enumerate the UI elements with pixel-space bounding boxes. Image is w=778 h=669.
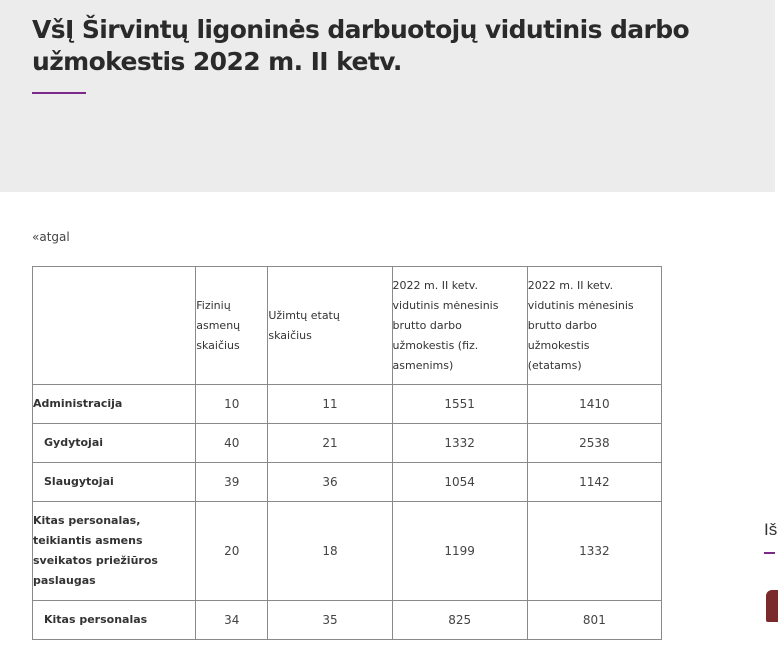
sidebar-image[interactable] [766, 590, 778, 622]
header-cell-salary-persons: 2022 m. II ketv. vidutinis mėnesinis brutto darbo užmokestis (fiz. asmenims) [392, 267, 527, 385]
persons-cell: 10 [196, 385, 268, 424]
row-label: Kitas personalas, teikiantis asmens sveikatos priežiūros paslaugas [33, 502, 196, 601]
header-cell-positions: Užimtų etatų skaičius [268, 267, 392, 385]
salary-persons-cell: 1054 [392, 463, 527, 502]
salary-positions-cell: 1332 [527, 502, 661, 601]
title-underline [32, 92, 86, 94]
table-row [33, 463, 662, 502]
positions-cell: 35 [268, 601, 392, 640]
row-label: Slaugytojai [33, 463, 196, 502]
page-header [0, 0, 775, 192]
persons-cell: 40 [196, 424, 268, 463]
salary-persons-cell: 1551 [392, 385, 527, 424]
row-label: Gydytojai [33, 424, 196, 463]
persons-cell: 39 [196, 463, 268, 502]
salary-positions-cell: 1142 [527, 463, 661, 502]
table-row [33, 385, 662, 424]
table-header-row [33, 267, 662, 385]
positions-cell: 18 [268, 502, 392, 601]
page-title: VšĮ Širvintų ligoninės darbuotojų vidutinis darbo užmokestis 2022 m. II ketv. [32, 15, 690, 76]
table-row [33, 601, 662, 640]
table-row [33, 502, 662, 601]
sidebar-heading: Iš [764, 520, 778, 539]
sidebar-heading-underline [764, 552, 775, 554]
row-label: Kitas personalas [33, 601, 196, 640]
back-link[interactable]: «atgal [32, 230, 70, 244]
salary-persons-cell: 1332 [392, 424, 527, 463]
salary-positions-cell: 801 [527, 601, 661, 640]
persons-cell: 34 [196, 601, 268, 640]
header-cell-empty [33, 267, 196, 385]
salary-table [32, 266, 662, 640]
persons-cell: 20 [196, 502, 268, 601]
header-cell-persons: Fizinių asmenų skaičius [196, 267, 268, 385]
salary-persons-cell: 1199 [392, 502, 527, 601]
row-label: Administracija [33, 385, 196, 424]
positions-cell: 36 [268, 463, 392, 502]
salary-positions-cell: 1410 [527, 385, 661, 424]
positions-cell: 21 [268, 424, 392, 463]
table-row [33, 424, 662, 463]
header-cell-salary-positions: 2022 m. II ketv. vidutinis mėnesinis brutto darbo užmokestis (etatams) [527, 267, 661, 385]
salary-positions-cell: 2538 [527, 424, 661, 463]
salary-persons-cell: 825 [392, 601, 527, 640]
positions-cell: 11 [268, 385, 392, 424]
